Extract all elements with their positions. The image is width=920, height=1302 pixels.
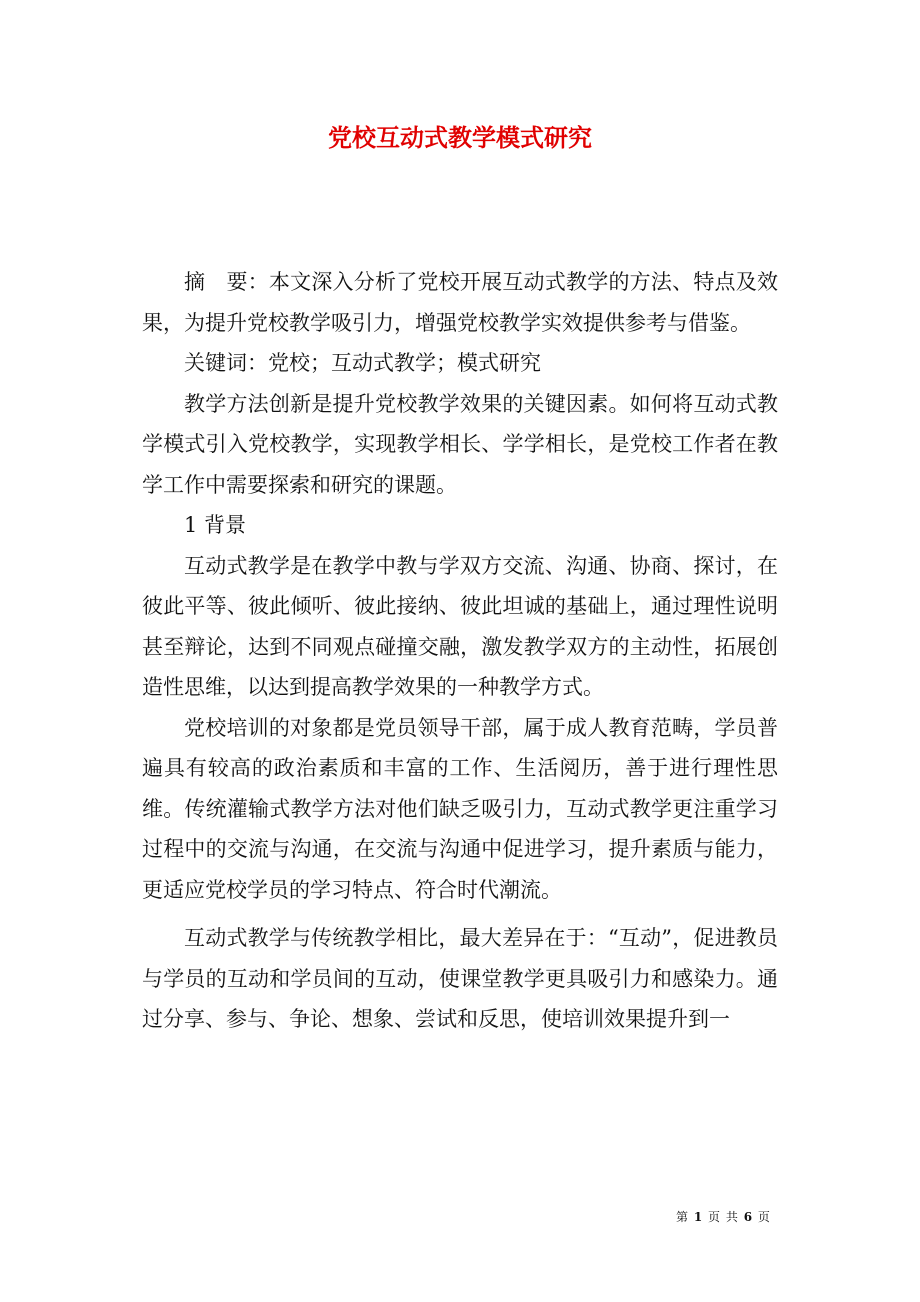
keywords-paragraph: 关键词：党校；互动式教学；模式研究 [184,351,541,375]
document-body [142,262,778,1040]
current-page-number: 1 [693,1210,704,1224]
page-footer [676,1208,771,1225]
body-paragraph: 互动式教学与传统教学相比，最大差异在于：“互动”，促进教员与学员的互动和学员间的互动，使课堂教学更具吸引力和感染力。通过分享、参与、争论、想象、尝试和反思，使培训效果提升到一 [142,926,778,1031]
section-heading: 1 背景 [184,513,247,537]
body-paragraph: 互动式教学是在教学中教与学双方交流、沟通、协商、探讨，在彼此平等、彼此倾听、彼此接纳、彼此坦诚的基础上，通过理性说明甚至辩论，达到不同观点碰撞交融，激发教学双方的主动性，拓展创造性思维，以达到提高教学效果的一种教学方式。 [142,553,778,699]
document-title: 党校互动式教学模式研究 [328,123,592,152]
total-pages-number: 6 [743,1210,754,1224]
body-paragraph: 党校培训的对象都是党员领导干部，属于成人教育范畴，学员普遍具有较高的政治素质和丰富的工作、生活阅历，善于进行理性思维。传统灌输式教学方法对他们缺乏吸引力，互动式教学更注重学习过程中的交流与沟通，在交流与沟通中促进学习，提升素质与能力，更适应党校学员的学习特点、符合时代潮流。 [142,715,778,902]
footer-prefix: 第 [676,1210,690,1224]
footer-suffix: 页 [757,1210,771,1224]
footer-middle: 页 共 [708,1210,739,1224]
abstract-paragraph: 摘 要：本文深入分析了党校开展互动式教学的方法、特点及效果，为提升党校教学吸引力，增强党校教学实效提供参考与借鉴。 [142,270,778,335]
intro-paragraph: 教学方法创新是提升党校教学效果的关键因素。如何将互动式教学模式引入党校教学，实现教学相长、学学相长，是党校工作者在教学工作中需要探索和研究的课题。 [142,391,778,497]
